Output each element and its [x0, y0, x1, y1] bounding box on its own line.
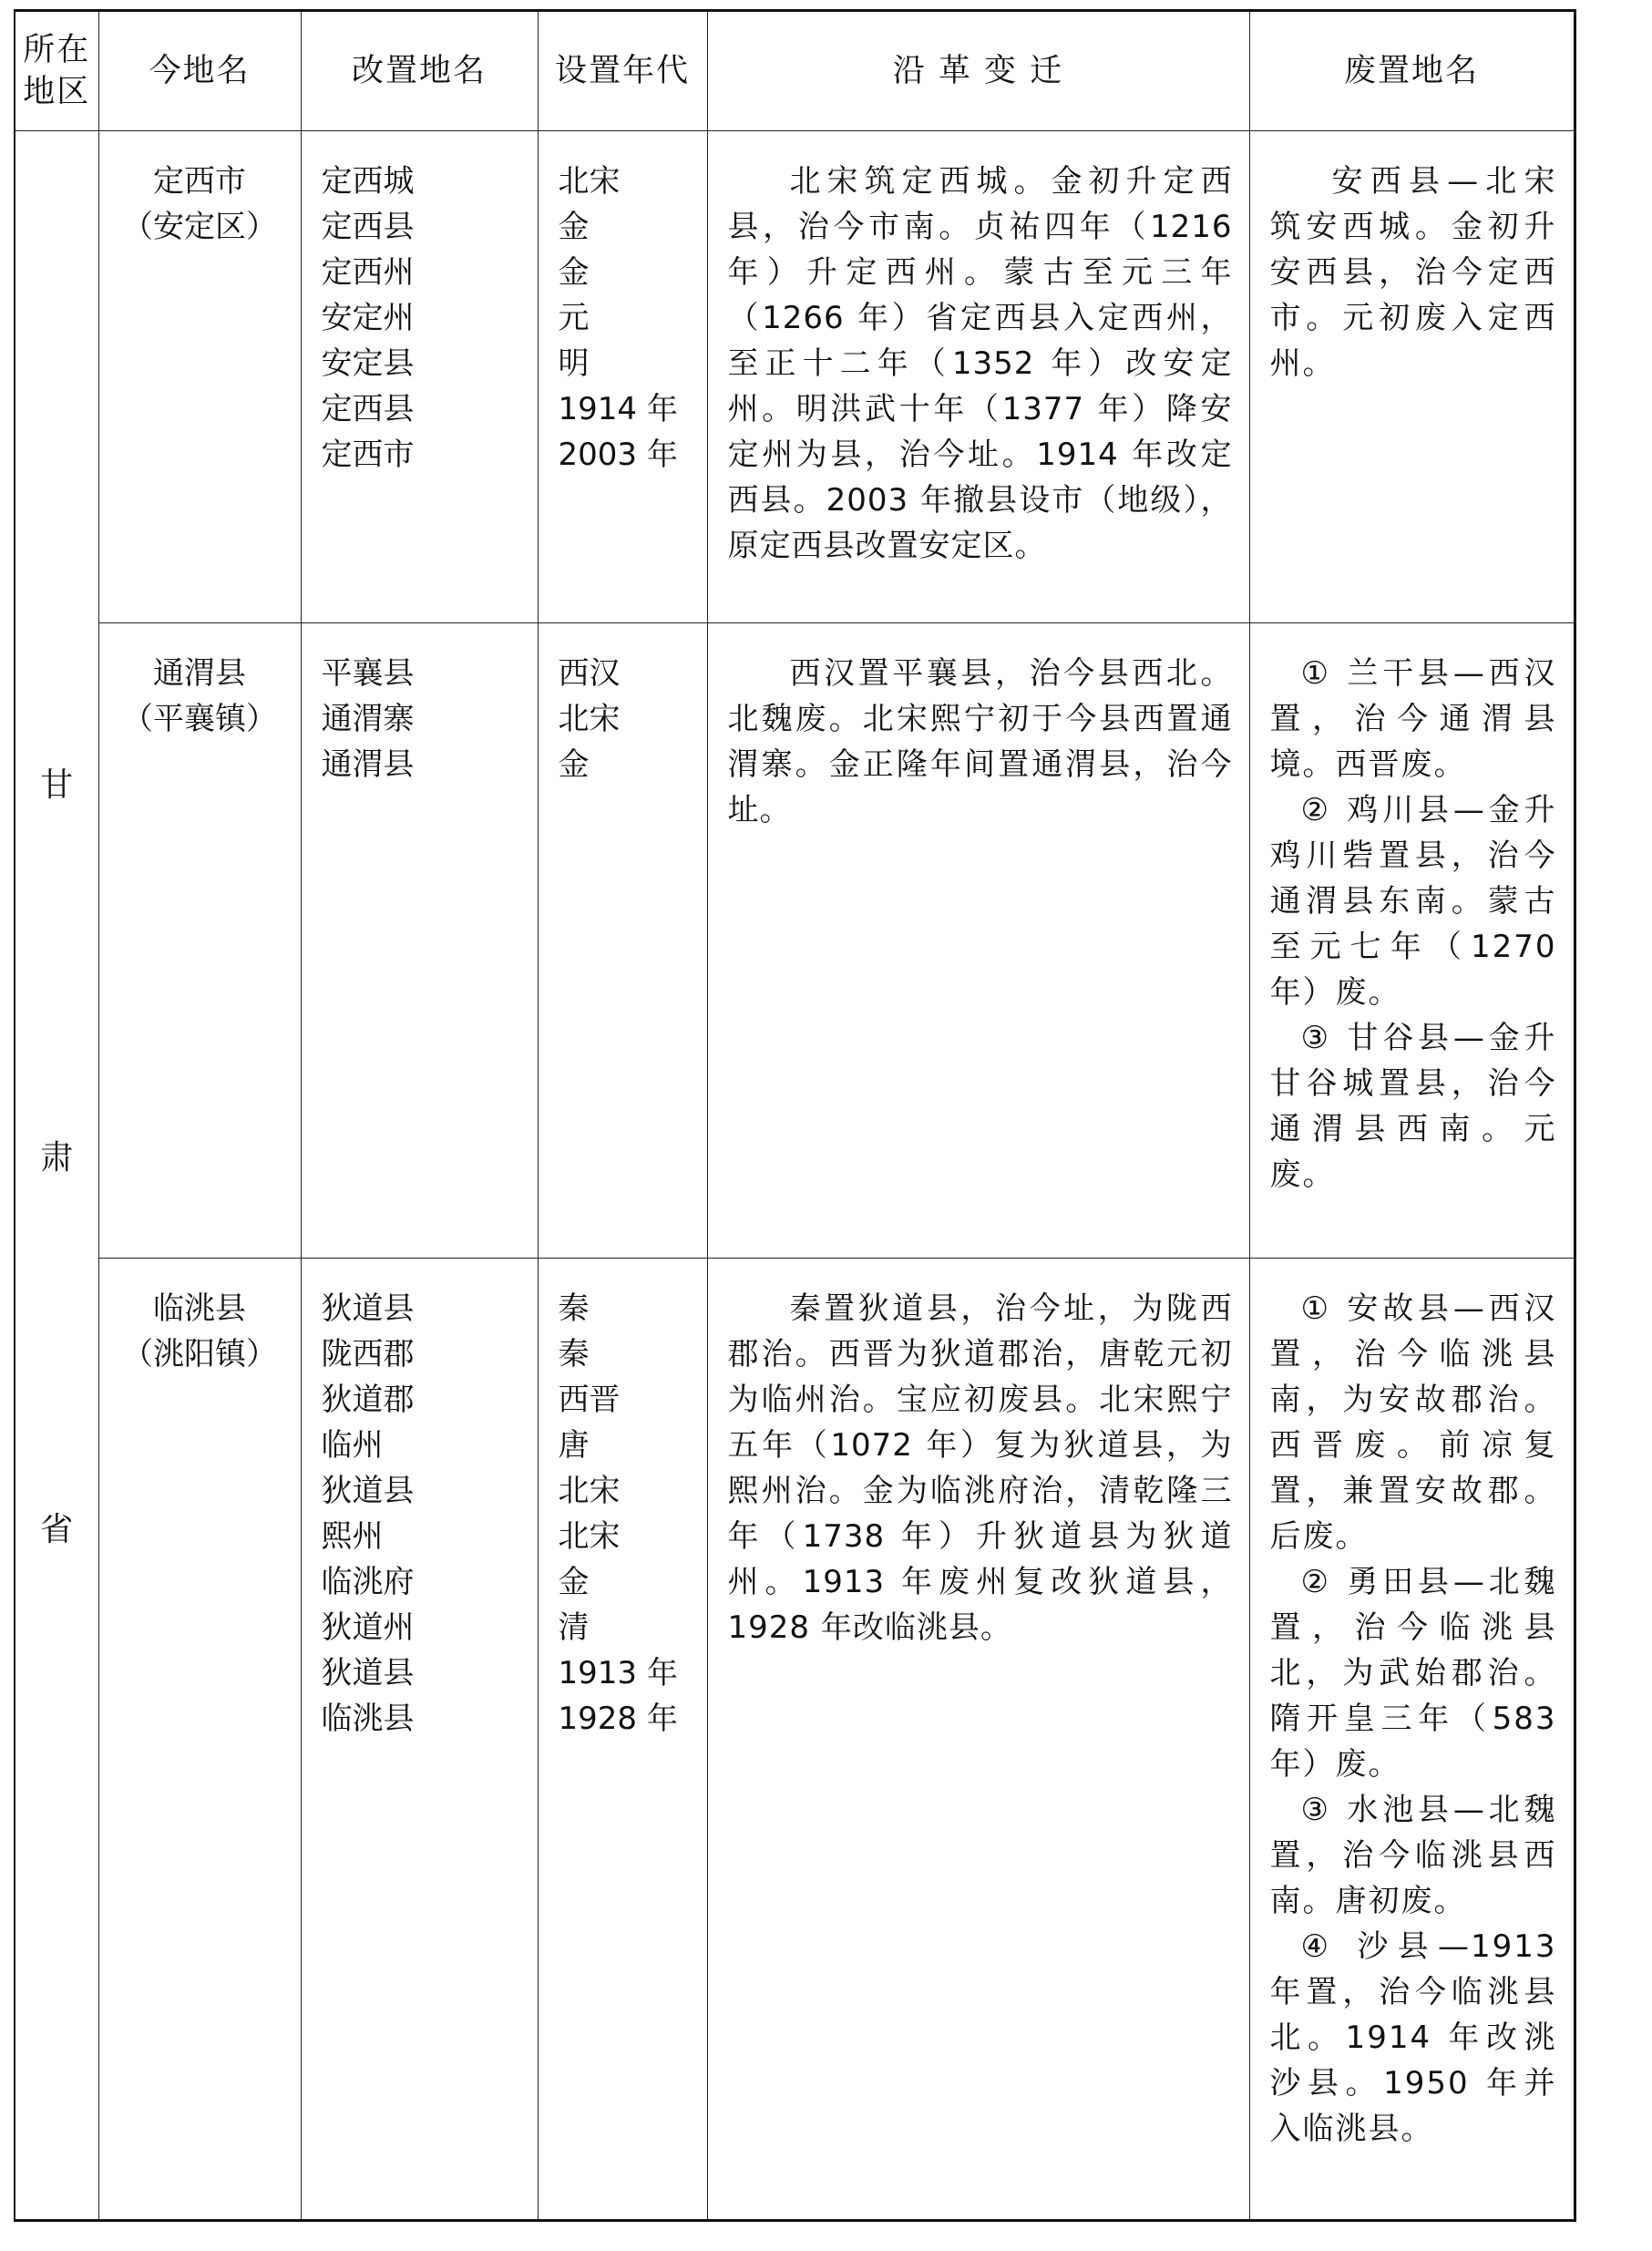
history-cell [707, 131, 1249, 623]
changed-name: 通渭寨 [321, 701, 415, 737]
established-year: 西晋 [558, 1382, 621, 1418]
current-seat: （洮阳镇） [122, 1336, 277, 1372]
current-name: 临洮县 [153, 1290, 246, 1327]
table-row [15, 1259, 1575, 2221]
current-name: 定西市 [153, 163, 246, 200]
current-seat: （安定区） [122, 209, 277, 245]
gazetteer-sheet [14, 9, 1574, 2217]
established-year: 1913 年 [558, 1655, 678, 1691]
established-cell [538, 623, 707, 1259]
current-name-cell [98, 623, 301, 1259]
changed-name: 定西县 [321, 209, 415, 245]
changed-name: 狄道州 [321, 1609, 415, 1646]
changed-name: 安定县 [321, 345, 415, 382]
abolished-entry: ③ 水池县—北魏置，治今临洮县西南。唐初废。 [1269, 1792, 1557, 1919]
changed-name: 狄道郡 [321, 1382, 415, 1418]
established-year: 金 [558, 1564, 590, 1600]
table-row [15, 623, 1575, 1259]
header-established: 设置年代 [538, 11, 707, 131]
header-changed-names: 改置地名 [301, 11, 538, 131]
established-year: 金 [558, 254, 590, 291]
abolished-entry: ② 鸡川县—金升鸡川砦置县，治今通渭县东南。蒙古至元七年（1270 年）废。 [1269, 792, 1557, 1011]
changed-name: 陇西郡 [321, 1336, 415, 1372]
changed-name: 定西市 [321, 437, 415, 473]
changed-name: 狄道县 [321, 1473, 415, 1509]
changed-name: 平襄县 [321, 655, 415, 692]
abolished-entry: ① 兰干县—西汉置，治今通渭县境。西晋废。 [1269, 655, 1557, 783]
established-year: 北宋 [558, 1518, 621, 1555]
established-year: 清 [558, 1609, 590, 1646]
abolished-entry: ③ 甘谷县—金升甘谷城置县，治今通渭县西南。元废。 [1269, 1020, 1557, 1193]
established-year: 秦 [558, 1336, 590, 1372]
changed-name: 定西州 [321, 254, 415, 291]
established-year: 1928 年 [558, 1701, 678, 1737]
changed-name: 定西城 [321, 163, 415, 200]
changed-name: 临洮县 [321, 1701, 415, 1737]
abolished-entry: ④ 沙县—1913 年置，治今临洮县北。1914 年改洮沙县。1950 年并入临洮县。 [1269, 1928, 1557, 2147]
abolished-entry: ① 安故县—西汉置，治今临洮县南，为安故郡治。西晋废。前凉复置，兼置安故郡。后废。 [1269, 1290, 1557, 1555]
header-row [15, 11, 1575, 131]
changed-name: 临洮府 [321, 1564, 415, 1600]
abolished-cell [1249, 1259, 1575, 2221]
abolished-entry: ② 勇田县—北魏置，治今临洮县北，为武始郡治。隋开皇三年（583 年）废。 [1269, 1564, 1557, 1783]
region-cell [15, 131, 98, 2221]
abolished-entry: 安西县—北宋筑安西城。金初升安西县，治今定西市。元初废入定西州。 [1269, 163, 1557, 382]
established-year: 西汉 [558, 655, 621, 692]
changed-name: 安定州 [321, 300, 415, 336]
table-row [15, 131, 1575, 623]
header-region: 所在地区 [15, 11, 98, 131]
established-year: 唐 [558, 1427, 590, 1464]
changed-name: 狄道县 [321, 1655, 415, 1691]
established-year: 元 [558, 300, 590, 336]
history-text: 北宋筑定西城。金初升定西县，治今市南。贞祐四年（1216 年）升定西州。蒙古至元三年（1266 年）省定西县入定西州，至正十二年（1352 年）改安定州。明洪武十年（1377 年）降安定州为县，治今址。1914 年改定西县。2003 年撤县设市（地级），原定西县改置安定区。 [727, 163, 1233, 564]
established-year: 2003 年 [558, 437, 678, 473]
history-text: 西汉置平襄县，治今县西北。北魏废。北宋熙宁初于今县西置通渭寨。金正隆年间置通渭县，治今址。 [727, 655, 1233, 828]
region-char-1: 甘 [40, 766, 74, 804]
established-year: 金 [558, 209, 590, 245]
region-char-3: 省 [40, 1511, 74, 1548]
established-year: 北宋 [558, 163, 621, 200]
established-year: 北宋 [558, 1473, 621, 1509]
established-cell [538, 131, 707, 623]
established-year: 秦 [558, 1290, 590, 1327]
current-name-cell [98, 1259, 301, 2221]
region-char-2: 肃 [40, 1139, 74, 1177]
established-cell [538, 1259, 707, 2221]
abolished-cell [1249, 623, 1575, 1259]
changed-names-cell [301, 131, 538, 623]
established-year: 金 [558, 746, 590, 783]
current-name-cell [98, 131, 301, 623]
history-cell [707, 623, 1249, 1259]
abolished-cell [1249, 131, 1575, 623]
changed-name: 临州 [321, 1427, 384, 1464]
established-year: 北宋 [558, 701, 621, 737]
changed-name: 通渭县 [321, 746, 415, 783]
history-text: 秦置狄道县，治今址，为陇西郡治。西晋为狄道郡治，唐乾元初为临州治。宝应初废县。北宋熙宁五年（1072 年）复为狄道县，为熙州治。金为临洮府治，清乾隆三年（1738 年）升狄道县为狄道州。1913 年废州复改狄道县，1928 年改临洮县。 [727, 1290, 1233, 1646]
changed-names-cell [301, 1259, 538, 2221]
established-year: 明 [558, 345, 590, 382]
current-seat: （平襄镇） [122, 701, 277, 737]
history-cell [707, 1259, 1249, 2221]
changed-name: 定西县 [321, 391, 415, 427]
changed-names-cell [301, 623, 538, 1259]
header-current-name: 今地名 [98, 11, 301, 131]
current-name: 通渭县 [153, 655, 246, 692]
header-history: 沿 革 变 迁 [707, 11, 1249, 131]
gazetteer-table [14, 9, 1576, 2222]
changed-name: 狄道县 [321, 1290, 415, 1327]
changed-name: 熙州 [321, 1518, 384, 1555]
header-abolished: 废置地名 [1249, 11, 1575, 131]
established-year: 1914 年 [558, 391, 678, 427]
